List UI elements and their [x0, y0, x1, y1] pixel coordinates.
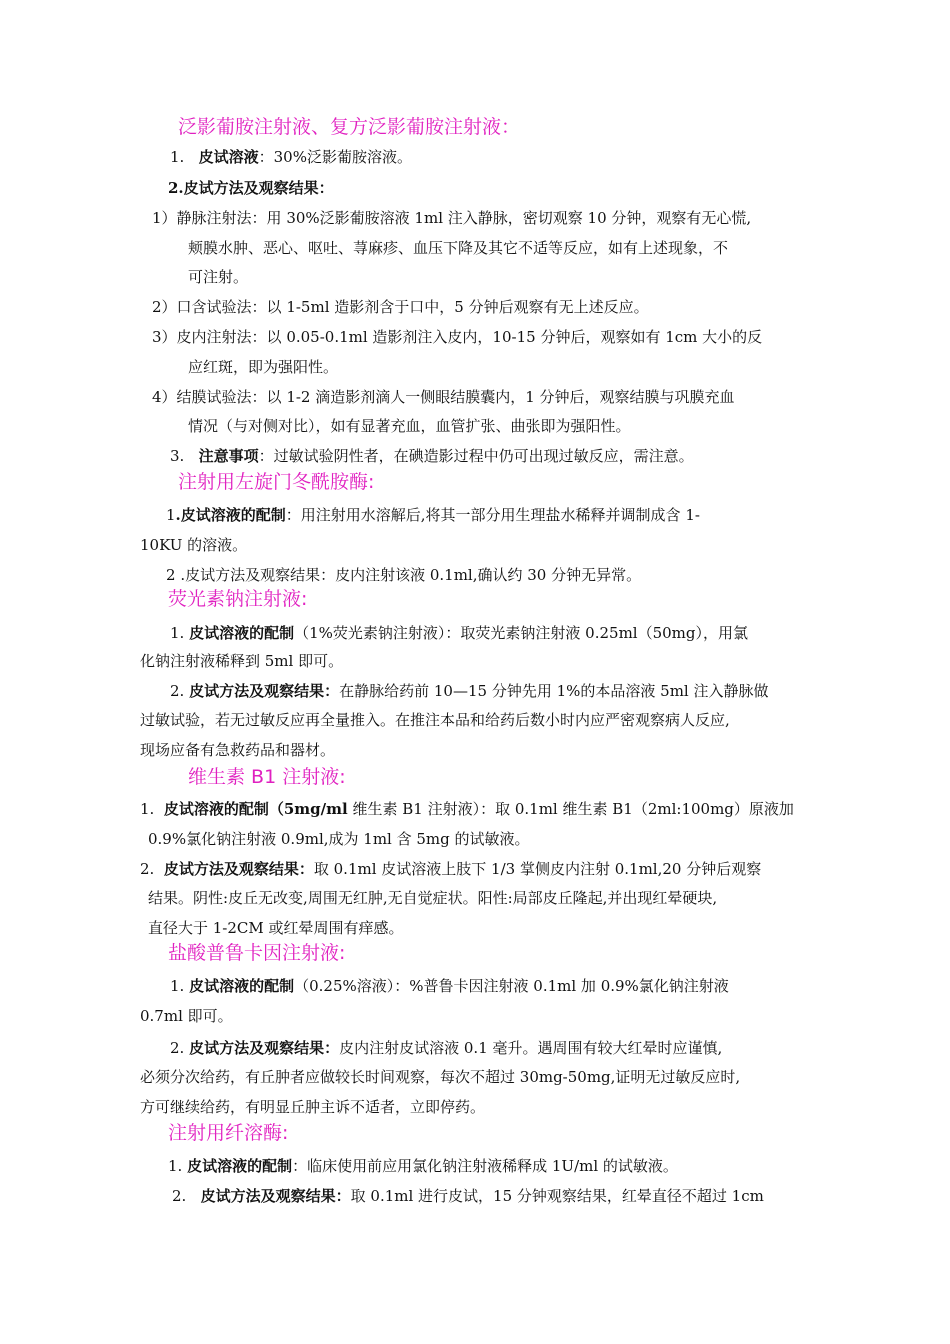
- text-line: 过敏试验，若无过敏反应再全量推入。在推注本品和给药后数小时内应严密观察病人反应,: [140, 711, 730, 729]
- text-line: 结果。阴性:皮丘无改变,周围无红肿,无自觉症状。阳性:局部皮丘隆起,并出现红晕硬块,: [148, 889, 718, 907]
- text-line: 2. 皮试方法及观察结果：皮内注射皮试溶液 0.1 毫升。遇周围有较大红晕时应谨慎,: [170, 1039, 723, 1057]
- section-title: 荧光素钠注射液:: [168, 588, 308, 610]
- text-line: 10KU 的溶液。: [140, 536, 248, 554]
- text-line: 情况（与对侧对比），如有显著充血，血管扩张、曲张即为强阳性。: [188, 417, 631, 435]
- text-line: 1. 皮试溶液：30%泛影葡胺溶液。: [170, 148, 412, 166]
- text-line: 2）口含试验法：以 1-5ml 造影剂含于口中，5 分钟后观察有无上述反应。: [152, 298, 649, 316]
- text-line: 2. 皮试方法及观察结果：在静脉给药前 10—15 分钟先用 1%的本品溶液 5ml 注入静脉做: [170, 682, 769, 700]
- text-line: 3）皮内注射法：以 0.05-0.1ml 造影剂注入皮内，10-15 分钟后，观察如有 1cm 大小的反: [152, 328, 763, 346]
- text-line: 2. 皮试方法及观察结果：取 0.1ml 皮试溶液上肢下 1/3 掌侧皮内注射 0.1ml,20 分钟后观察: [140, 860, 762, 878]
- text-line: 化钠注射液稀释到 5ml 即可。: [140, 652, 344, 670]
- text-line: 方可继续给药，有明显丘肿主诉不适者，立即停药。: [140, 1098, 486, 1116]
- text-line: 0.7ml 即可。: [140, 1007, 233, 1025]
- text-line: 2. 皮试方法及观察结果：取 0.1ml 进行皮试，15 分钟观察结果，红晕直径不超过 1cm: [172, 1187, 764, 1205]
- text-line: 必须分次给药，有丘肿者应做较长时间观察，每次不超过 30mg-50mg,证明无过敏反应时,: [140, 1068, 741, 1086]
- text-line: 1. 皮试溶液的配制（1%荧光素钠注射液）：取荧光素钠注射液 0.25ml（50mg），用氯: [170, 624, 749, 642]
- section-title: 注射用纤溶酶:: [168, 1122, 289, 1144]
- text-line: 2.皮试方法及观察结果：: [168, 179, 334, 197]
- text-line: 1. 皮试溶液的配制：临床使用前应用氯化钠注射液稀释成 1U/ml 的试敏液。: [168, 1157, 678, 1175]
- section-title: 注射用左旋门冬酰胺酶:: [178, 471, 375, 493]
- text-line: 直径大于 1-2CM 或红晕周围有痒感。: [148, 919, 404, 937]
- text-line: 4）结膜试验法：以 1-2 滴造影剂滴人一侧眼结膜囊内，1 分钟后，观察结膜与巩膜充血: [152, 388, 735, 406]
- text-line: 3. 注意事项：过敏试验阴性者，在碘造影过程中仍可出现过敏反应，需注意。: [170, 447, 694, 465]
- section-title: 盐酸普鲁卡因注射液:: [168, 942, 346, 964]
- text-line: 0.9%氯化钠注射液 0.9ml,成为 1ml 含 5mg 的试敏液。: [148, 830, 530, 848]
- text-line: 现场应备有急救药品和器材。: [140, 741, 336, 759]
- section-title: 泛影葡胺注射液、复方泛影葡胺注射液：: [178, 116, 521, 138]
- section-title: 维生素 B1 注射液:: [188, 766, 346, 788]
- text-line: 应红斑，即为强阳性。: [188, 358, 339, 376]
- text-line: 1. 皮试溶液的配制（0.25%溶液）：%普鲁卡因注射液 0.1ml 加 0.9%氯化钠注射液: [170, 977, 729, 995]
- text-line: 可注射。: [188, 268, 249, 286]
- text-line: 1.皮试溶液的配制：用注射用水溶解后,将其一部分用生理盐水稀释并调制成含 1-: [166, 506, 700, 524]
- text-line: 1. 皮试溶液的配制（5mg/ml 维生素 B1 注射液）：取 0.1ml 维生素 B1（2ml:100mg）原液加: [140, 800, 794, 818]
- text-line: 1）静脉注射法：用 30%泛影葡胺溶液 1ml 注入静脉，密切观察 10 分钟，观察有无心慌,: [152, 209, 752, 227]
- text-line: 2 .皮试方法及观察结果：皮内注射该液 0.1ml,确认约 30 分钟无异常。: [166, 566, 642, 584]
- text-line: 颊膜水肿、恶心、呕吐、荨麻疹、血压下降及其它不适等反应，如有上述现象，不: [188, 239, 729, 257]
